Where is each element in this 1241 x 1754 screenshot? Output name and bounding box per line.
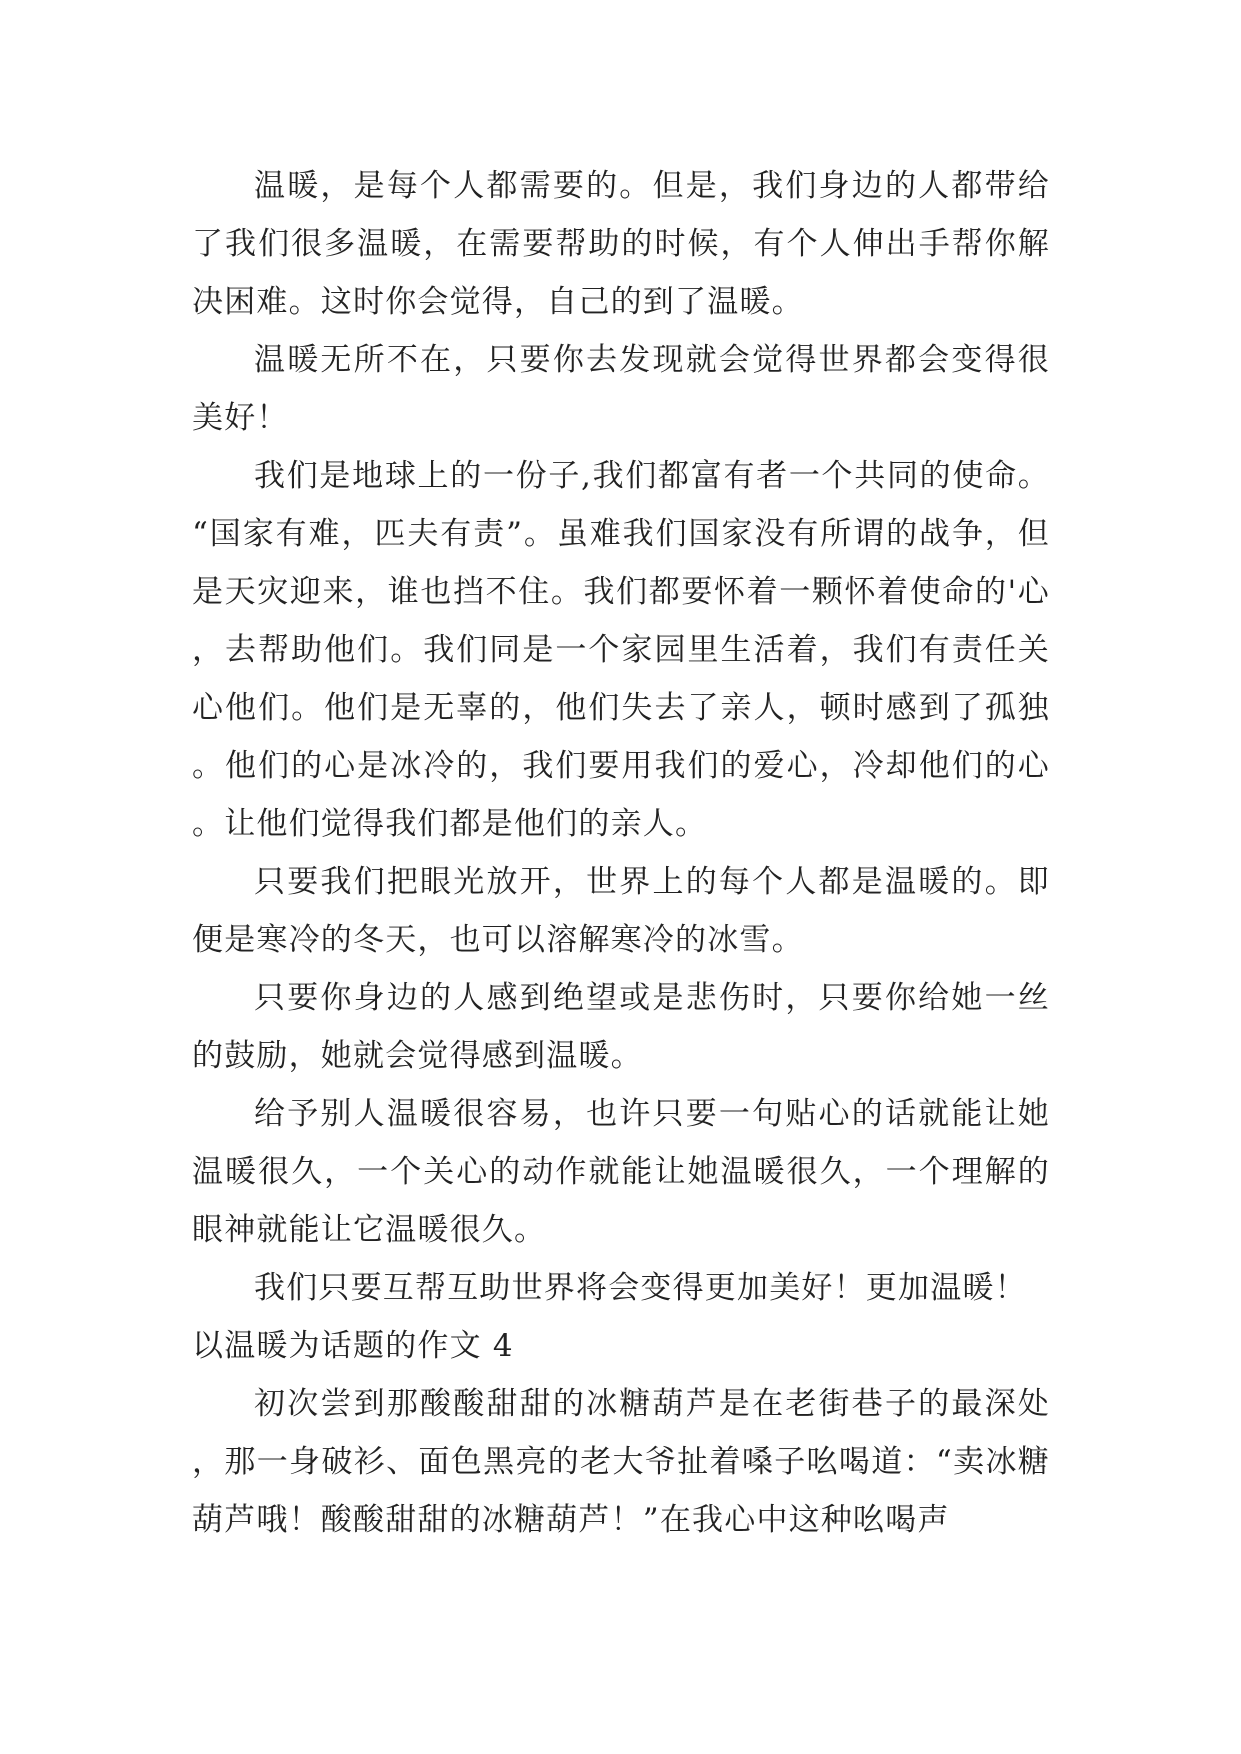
paragraph-1: 温暖，是每个人都需要的。但是，我们身边的人都带给了我们很多温暖，在需要帮助的时候，有个人伸出手帮你解决困难。这时你会觉得，自己的到了温暖。 [192,168,1050,320]
paragraph-6: 给予别人温暖很容易，也许只要一句贴心的话就能让她温暖很久，一个关心的动作就能让她温暖很久，一个理解的眼神就能让它温暖很久。 [192,1096,1050,1248]
paragraph-3: 我们是地球上的一份子,我们都富有者一个共同的使命。“国家有难，匹夫有责”。虽难我们国家没有所谓的战争，但是天灾迎来，谁也挡不住。我们都要怀着一颗怀着使命的'心，去帮助他们。我们同是一个家园里生活着，我们有责任关心他们。他们是无辜的，他们失去了亲人，顿时感到了孤独。他们的心是冰冷的，我们要用我们的爱心，冷却他们的心。让他们觉得我们都是他们的亲人。 [192,458,1050,842]
paragraph-5: 只要你身边的人感到绝望或是悲伤时，只要你给她一丝的鼓励，她就会觉得感到温暖。 [192,980,1050,1074]
paragraph-2: 温暖无所不在，只要你去发现就会觉得世界都会变得很美好！ [192,342,1050,436]
section-heading: 以温暖为话题的作文 4 [192,1328,514,1364]
paragraph-4: 只要我们把眼光放开，世界上的每个人都是温暖的。即便是寒冷的冬天，也可以溶解寒冷的冰雪。 [192,864,1050,958]
document-page [192,157,1050,1549]
paragraph-7: 我们只要互帮互助世界将会变得更加美好！更加温暖！ [254,1270,1027,1306]
paragraph-8: 初次尝到那酸酸甜甜的冰糖葫芦是在老街巷子的最深处，那一身破衫、面色黑亮的老大爷扯着嗓子吆喝道：“卖冰糖葫芦哦！酸酸甜甜的冰糖葫芦！”在我心中这种吆喝声 [192,1386,1050,1538]
